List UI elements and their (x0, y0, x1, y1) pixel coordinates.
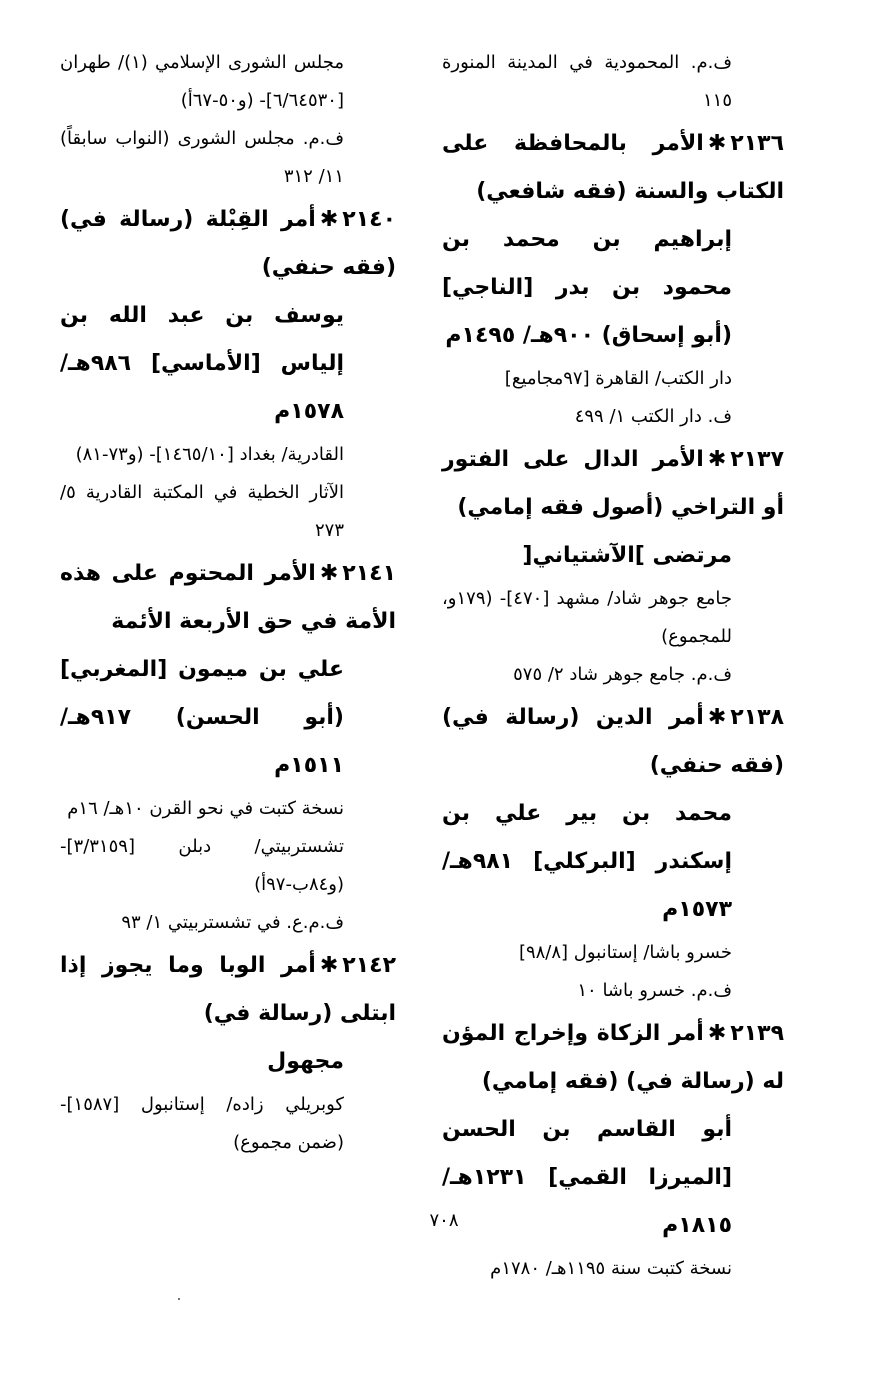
author-line: مرتضى ]الآشتياني[ (522, 543, 732, 568)
entry-title: الأمر المحتوم على هذه الأمة في حق الأربعة الأئمة (60, 561, 396, 634)
manuscript-detail: ف.م.ع. في تشستربيتي ١/ ٩٣ (121, 912, 344, 933)
entry-title: أمر الوبا وما يجوز إذا ابتلى (رسالة في) (60, 953, 396, 1026)
author-line: علي بن ميمون [المغربي] (أبو الحسن) ٩١٧هـ/ ١٥١١م (60, 657, 344, 778)
manuscript-detail: دار الكتب/ القاهرة [٩٧مجاميع] (504, 368, 732, 389)
star-icon: ✱ (707, 1021, 727, 1046)
manuscript-detail: ف. دار الكتب ١/ ٤٩٩ (574, 406, 732, 427)
manuscript-detail: ف.م. المحمودية في المدينة المنورة ١١٥ (442, 52, 732, 111)
entry-number: ٢١٣٨ (730, 705, 784, 730)
manuscript-detail: نسخة كتبت سنة ١١٩٥هـ/ ١٧٨٠م (490, 1258, 732, 1279)
right-column (442, 44, 784, 1288)
entry-heading (60, 942, 396, 1038)
star-icon: ✱ (707, 447, 727, 472)
author-line: يوسف بن عبد الله بن إلياس [الأماسي] ٩٨٦هـ/ ١٥٧٨م (60, 303, 344, 424)
entry-number: ٢١٣٧ (730, 447, 784, 472)
author-line: إبراهيم بن محمد بن محمود بن بدر [الناجي] (أبو إسحاق) ٩٠٠هـ/ ١٤٩٥م (442, 227, 732, 348)
entry-heading (442, 694, 784, 790)
manuscript-detail: تشستربيتي/ دبلن [٣/٣١٥٩]- (و٨٤ب-٩٧أ) (60, 836, 344, 895)
manuscript-detail: جامع جوهر شاد/ مشهد [٤٧٠]- (١٧٩و، للمجموع) (442, 588, 732, 647)
entry-heading (442, 120, 784, 216)
entry-title: أمر الدين (رسالة في) (فقه حنفي) (442, 705, 784, 778)
entry-heading (442, 1010, 784, 1106)
entry-number: ٢١٤١ (342, 561, 396, 586)
stray-mark (178, 1298, 180, 1300)
star-icon: ✱ (319, 561, 339, 586)
entry-title: أمر القِبْلة (رسالة في) (فقه حنفي) (60, 207, 396, 280)
star-icon: ✱ (319, 953, 339, 978)
entry-heading (60, 196, 396, 292)
entry-title: الأمر الدال على الفتور أو التراخي (أصول فقه إمامي) (442, 447, 784, 520)
entry-number: ٢١٤٢ (342, 953, 396, 978)
manuscript-detail: نسخة كتبت في نحو القرن ١٠هـ/ ١٦م (67, 798, 344, 819)
manuscript-detail: مجلس الشورى الإسلامي (١)/ طهران [٦/٦٤٥٣٠]- (و٥٠-٦٧أ) (60, 52, 344, 111)
left-column (60, 44, 396, 1162)
entry-title: الأمر بالمحافظة على الكتاب والسنة (فقه شافعي) (442, 131, 784, 204)
author-line: محمد بن بير علي بن إسكندر [البركلي] ٩٨١هـ/ ١٥٧٣م (442, 801, 732, 922)
author-line: أبو القاسم بن الحسن [الميرزا القمي] ١٢٣١هـ/ ١٨١٥م (442, 1117, 732, 1238)
manuscript-detail: ف.م. خسرو باشا ١٠ (577, 980, 732, 1001)
star-icon: ✱ (707, 131, 727, 156)
manuscript-detail: ف.م. جامع جوهر شاد ٢/ ٥٧٥ (513, 664, 732, 685)
page-number: ٧٠٨ (429, 1210, 459, 1231)
entry-heading (442, 436, 784, 532)
author-line: مجهول (267, 1049, 344, 1074)
entry-title: أمر الزكاة وإخراج المؤن له (رسالة في) (فقه إمامي) (442, 1021, 784, 1094)
manuscript-detail: القادرية/ بغداد [١٤٦٥/١٠]- (و٧٣-٨١) (75, 444, 344, 465)
star-icon: ✱ (319, 207, 339, 232)
manuscript-detail: ف.م. مجلس الشورى (النواب سابقاً) ١١/ ٣١٢ (60, 128, 344, 187)
manuscript-detail: الآثار الخطية في المكتبة القادرية ٥/ ٢٧٣ (60, 482, 344, 541)
manuscript-detail: خسرو باشا/ إستانبول [٩٨/٨] (518, 942, 732, 963)
entry-heading (60, 550, 396, 646)
manuscript-detail: كوبريلي زاده/ إستانبول [١٥٨٧]- (ضمن مجموع) (60, 1094, 344, 1153)
entry-number: ٢١٣٦ (730, 131, 784, 156)
entry-number: ٢١٤٠ (342, 207, 396, 232)
entry-number: ٢١٣٩ (730, 1021, 784, 1046)
star-icon: ✱ (707, 705, 727, 730)
